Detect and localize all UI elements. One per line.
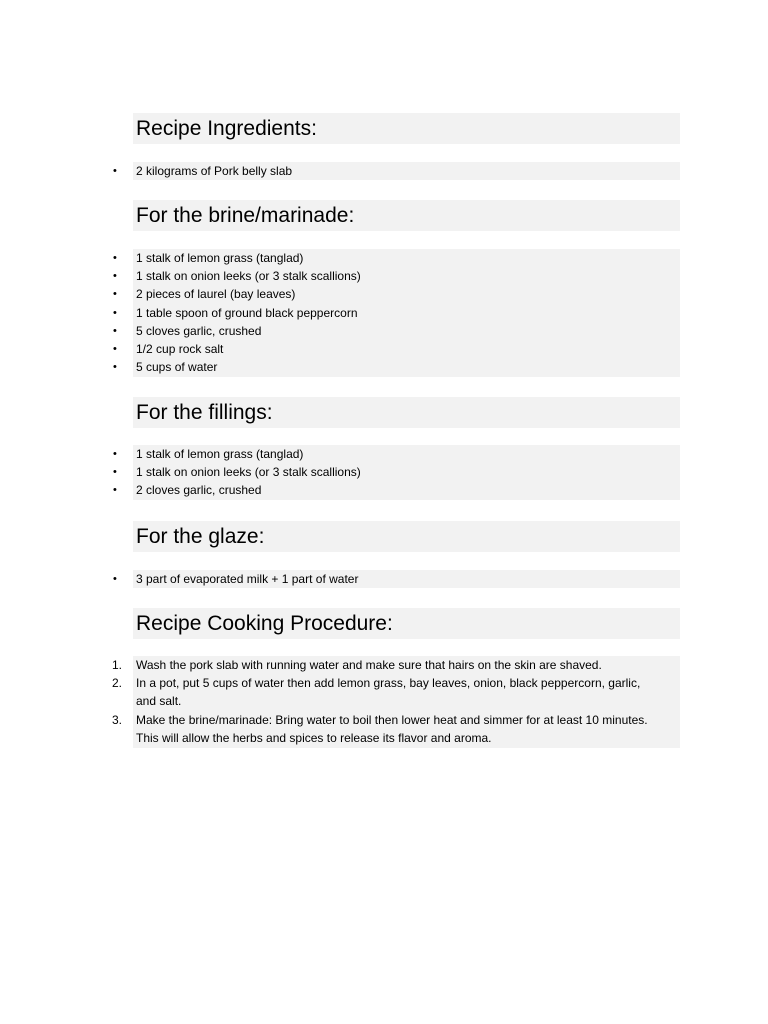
- list-item-text: 1/2 cup rock salt: [136, 342, 224, 357]
- heading-fillings: For the fillings:: [133, 397, 680, 428]
- heading-glaze: For the glaze:: [133, 521, 680, 552]
- bullet-icon: •: [113, 252, 117, 264]
- list-item-text: 1 stalk of lemon grass (tanglad): [136, 447, 304, 461]
- step-number: 1.: [112, 658, 123, 672]
- list-item: [111, 267, 680, 285]
- ingredients-block: [111, 162, 680, 180]
- list-item-text: 2 cloves garlic, crushed: [136, 483, 262, 498]
- bullet-icon: •: [113, 361, 117, 374]
- bullet-icon: •: [113, 573, 117, 585]
- bullet-icon: •: [113, 466, 117, 479]
- heading-brine-marinade: For the brine/marinade:: [133, 200, 680, 231]
- list-item: [111, 481, 680, 499]
- list-item: [111, 463, 680, 481]
- list-item: [111, 304, 680, 322]
- list-item-text: Wash the pork slab with running water and make sure that hairs on the skin are shaved.: [136, 658, 602, 672]
- list-item-text: 1 stalk on onion leeks (or 3 stalk scallions): [136, 465, 361, 480]
- list-item-text: Make the brine/marinade: Bring water to boil then lower heat and simmer for at least 10 minutes. This will allow the herbs and spices to release its flavor and aroma.: [136, 712, 648, 745]
- heading-cooking-procedure: Recipe Cooking Procedure:: [133, 608, 680, 639]
- list-item: [111, 445, 680, 463]
- list-item-text: 1 stalk on onion leeks (or 3 stalk scallions): [136, 269, 361, 284]
- bullet-icon: •: [113, 288, 117, 301]
- bullet-icon: •: [113, 270, 117, 283]
- list-item-text: 5 cups of water: [136, 360, 218, 375]
- bullet-icon: •: [113, 324, 117, 337]
- glaze-list: [111, 570, 680, 588]
- list-item-text: 2 kilograms of Pork belly slab: [136, 164, 293, 178]
- list-item: [111, 358, 680, 376]
- step-number: 2.: [112, 676, 123, 691]
- list-item: [111, 711, 680, 747]
- brine-list: [111, 249, 680, 376]
- heading-recipe-ingredients: Recipe Ingredients:: [133, 113, 680, 144]
- bullet-icon: •: [113, 165, 117, 177]
- list-item: [111, 570, 680, 588]
- procedure-list: [111, 656, 680, 747]
- ingredients-list: [111, 162, 680, 180]
- list-item: [111, 340, 680, 358]
- bullet-icon: •: [113, 484, 117, 497]
- list-item-text: In a pot, put 5 cups of water then add lemon grass, bay leaves, onion, black peppercorn, garlic, and salt.: [136, 676, 641, 709]
- list-item: [111, 674, 680, 710]
- list-item-text: 1 table spoon of ground black peppercorn: [136, 305, 358, 320]
- fillings-list: [111, 445, 680, 500]
- list-item: [111, 285, 680, 303]
- bullet-icon: •: [113, 343, 117, 356]
- list-item: [111, 322, 680, 340]
- step-number: 3.: [112, 712, 123, 727]
- fillings-block: [111, 445, 680, 500]
- procedure-block: [111, 656, 680, 748]
- brine-block: [111, 249, 680, 377]
- list-item-text: 3 part of evaporated milk + 1 part of water: [136, 572, 359, 586]
- bullet-icon: •: [113, 448, 117, 460]
- list-item: [111, 249, 680, 267]
- list-item: [111, 162, 680, 180]
- list-item-text: 1 stalk of lemon grass (tanglad): [136, 251, 304, 265]
- bullet-icon: •: [113, 306, 117, 319]
- list-item-text: 2 pieces of laurel (bay leaves): [136, 287, 296, 302]
- list-item-text: 5 cloves garlic, crushed: [136, 323, 262, 338]
- list-item: [111, 656, 680, 674]
- glaze-block: [111, 570, 680, 588]
